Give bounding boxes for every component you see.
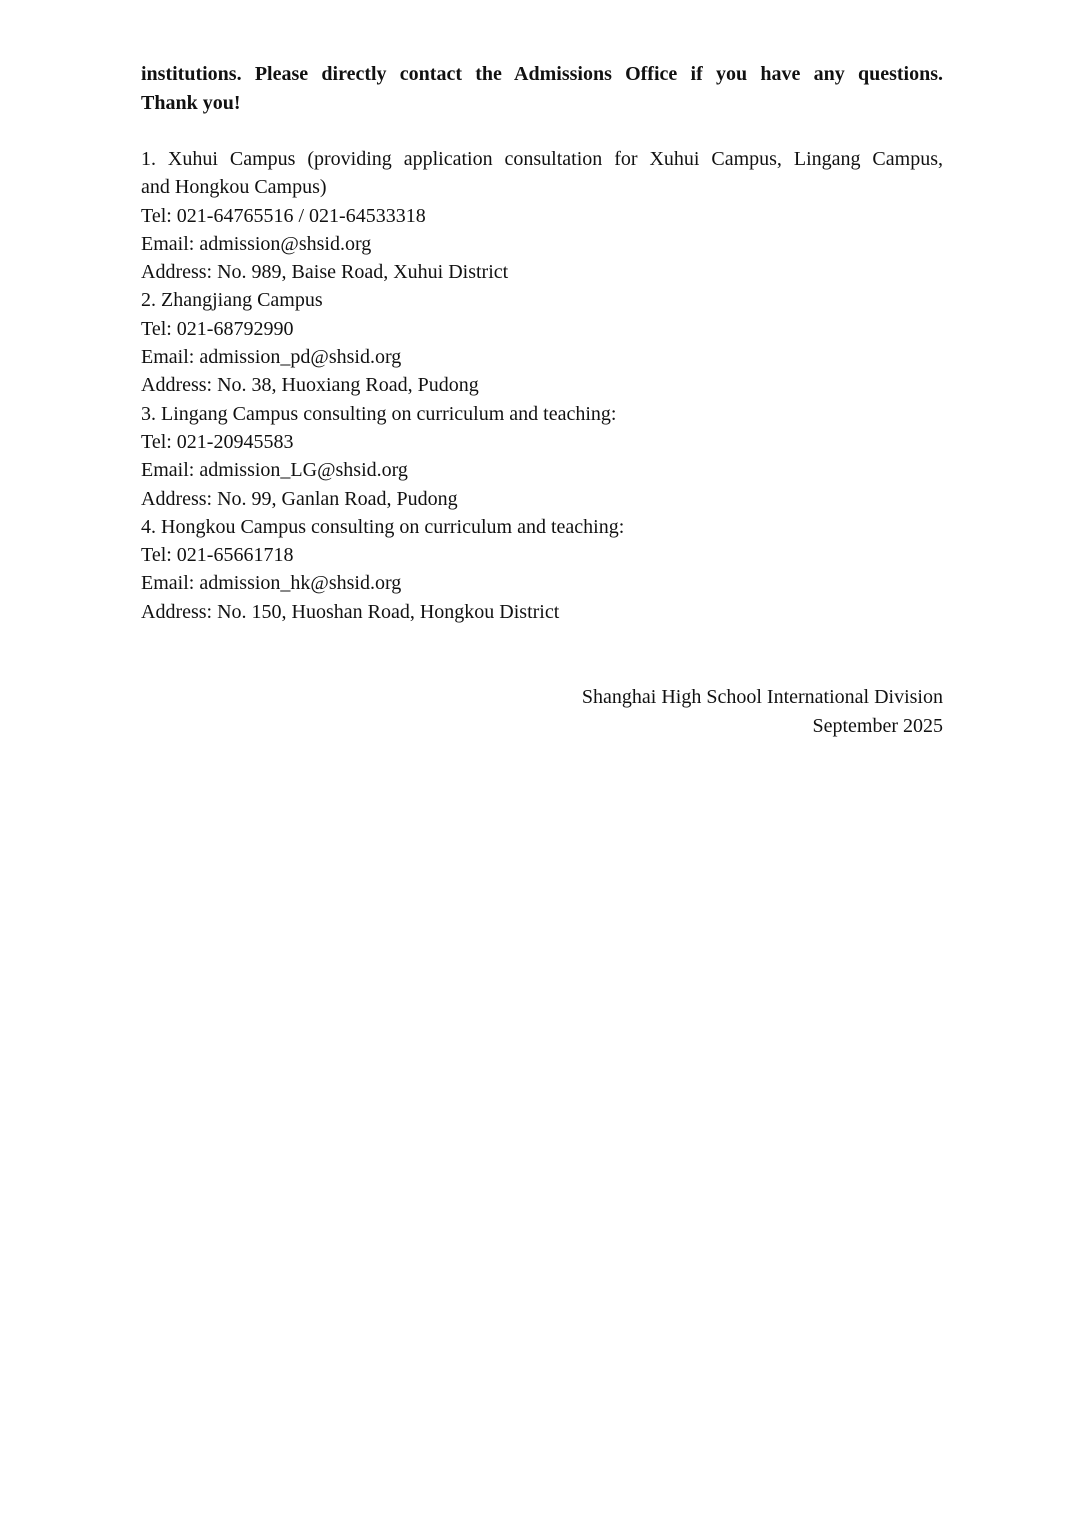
campus-heading: 1. Xuhui Campus (providing application consultation for Xuhui Campus, Lingang Campus, <box>141 148 943 170</box>
campus-heading-continued: and Hongkou Campus) <box>141 176 327 199</box>
signature-organization: Shanghai High School International Division <box>581 686 943 708</box>
campus-address: Address: No. 150, Huoshan Road, Hongkou District <box>141 600 560 623</box>
signature-block <box>582 683 943 740</box>
campus-tel: Tel: 021-65661718 <box>141 544 294 567</box>
campus-heading: 2. Zhangjiang Campus <box>141 289 323 312</box>
campus-email: Email: admission_pd@shsid.org <box>141 346 402 369</box>
contact-lingang-campus <box>141 400 943 513</box>
campus-email: Email: admission_hk@shsid.org <box>141 572 402 595</box>
campus-tel: Tel: 021-20945583 <box>141 430 294 453</box>
contact-xuhui-campus <box>141 145 943 286</box>
campus-address: Address: No. 38, Huoxiang Road, Pudong <box>141 374 479 397</box>
contact-list <box>141 145 943 626</box>
campus-tel: Tel: 021-68792990 <box>141 317 294 340</box>
closing-paragraph-line-2: Thank you! <box>141 91 241 114</box>
document-body <box>141 60 943 626</box>
campus-address: Address: No. 989, Baise Road, Xuhui District <box>141 261 509 284</box>
campus-tel: Tel: 021-64765516 / 021-64533318 <box>141 204 426 227</box>
contact-hongkou-campus <box>141 513 943 626</box>
closing-paragraph-line-1: institutions. Please directly contact the Admissions Office if you have any questions. <box>141 63 943 85</box>
closing-paragraph <box>141 60 943 117</box>
campus-address: Address: No. 99, Ganlan Road, Pudong <box>141 487 458 510</box>
campus-heading: 3. Lingang Campus consulting on curriculum and teaching: <box>141 402 617 425</box>
campus-email: Email: admission@shsid.org <box>141 232 372 255</box>
campus-email: Email: admission_LG@shsid.org <box>141 459 408 482</box>
signature-date: September 2025 <box>812 714 943 737</box>
contact-zhangjiang-campus <box>141 286 943 399</box>
campus-heading: 4. Hongkou Campus consulting on curriculum and teaching: <box>141 515 625 538</box>
